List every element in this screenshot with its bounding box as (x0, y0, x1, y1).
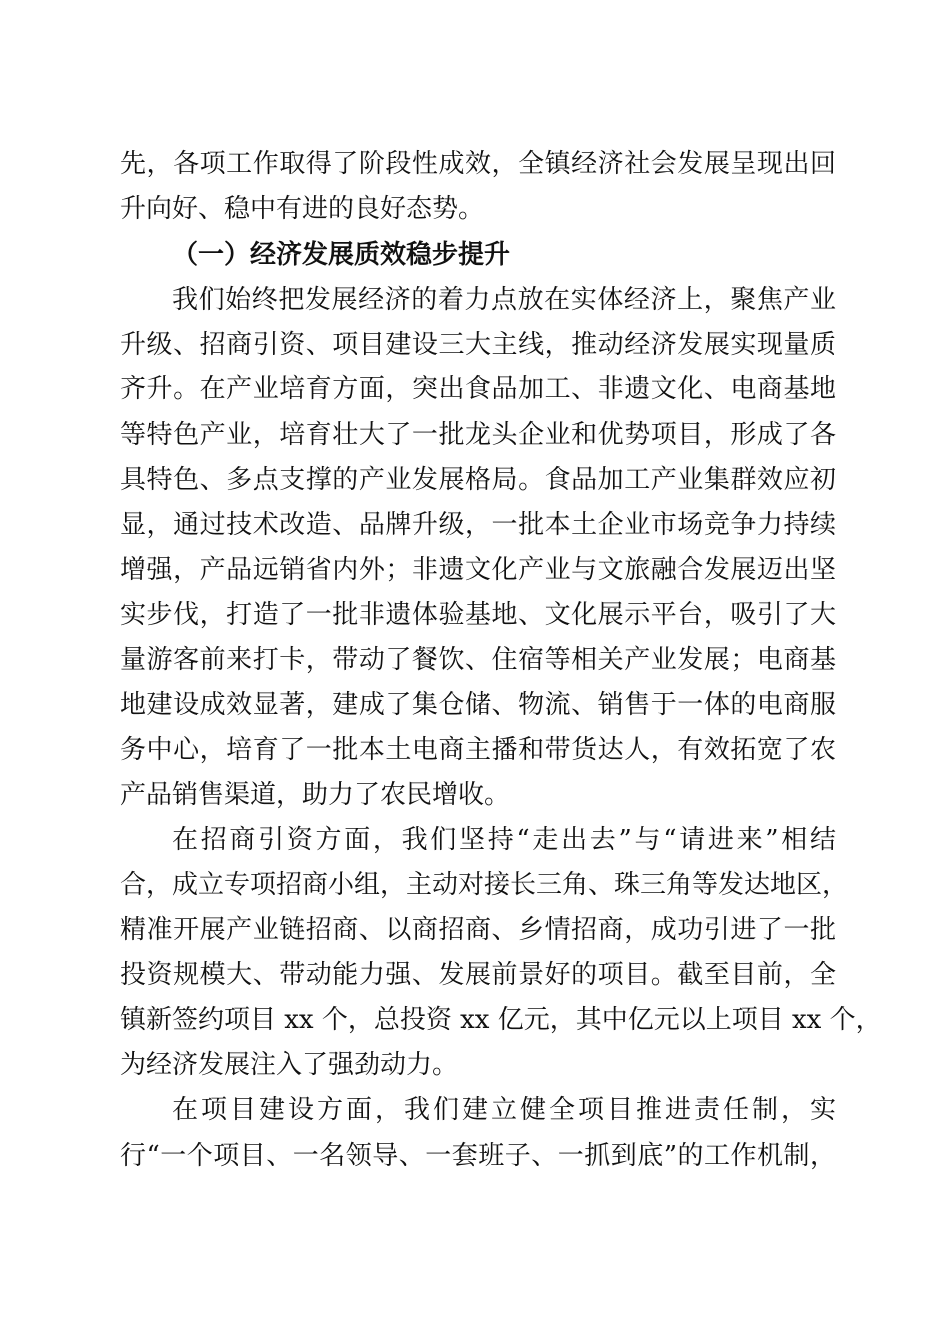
paragraph1-line-1: 我们始终把发展经济的着力点放在实体经济上，聚焦产业 (172, 285, 836, 315)
paragraph1-line-7: 增强，产品远销省内外；非遗文化产业与文旅融合发展迈出坚 (120, 555, 836, 585)
paragraph3-line-2: 行“一个项目、一名领导、一套班子、一抓到底”的工作机制， (120, 1141, 836, 1171)
paragraph2-line-5: 镇新签约项目 xx 个，总投资 xx 亿元，其中亿元以上项目 xx 个， (120, 1005, 882, 1035)
paragraph2-line-3: 精准开展产业链招商、以商招商、乡情招商，成功引进了一批 (120, 915, 836, 945)
paragraph2-line-4: 投资规模大、带动能力强、发展前景好的项目。截至目前，全 (120, 960, 836, 990)
paragraph2-line-1: 在招商引资方面，我们坚持“走出去”与“请进来”相结 (172, 825, 836, 855)
paragraph1-line-3: 齐升。在产业培育方面，突出食品加工、非遗文化、电商基地 (120, 374, 836, 404)
paragraph2-line-6: 为经济发展注入了强劲动力。 (120, 1050, 459, 1080)
intro-line-2: 升向好、稳中有进的良好态势。 (120, 194, 485, 224)
paragraph1-line-9: 量游客前来打卡，带动了餐饮、住宿等相关产业发展；电商基 (120, 645, 836, 675)
paragraph1-line-4: 等特色产业，培育壮大了一批龙头企业和优势项目，形成了各 (120, 420, 836, 450)
intro-line-1: 先，各项工作取得了阶段性成效，全镇经济社会发展呈现出回 (120, 149, 836, 179)
paragraph3-line-1: 在项目建设方面，我们建立健全项目推进责任制，实 (172, 1095, 836, 1125)
paragraph1-line-12: 产品销售渠道，助力了农民增收。 (120, 780, 511, 810)
paragraph1-line-8: 实步伐，打造了一批非遗体验基地、文化展示平台，吸引了大 (120, 600, 836, 630)
paragraph1-line-2: 升级、招商引资、项目建设三大主线，推动经济发展实现量质 (120, 330, 836, 360)
paragraph1-line-5: 具特色、多点支撑的产业发展格局。食品加工产业集群效应初 (120, 465, 836, 495)
paragraph1-line-11: 务中心，培育了一批本土电商主播和带货达人，有效拓宽了农 (120, 735, 836, 765)
paragraph1-line-6: 显，通过技术改造、品牌升级，一批本土企业市场竞争力持续 (120, 510, 836, 540)
paragraph1-line-10: 地建设成效显著，建成了集仓储、物流、销售于一体的电商服 (120, 690, 836, 720)
section-heading: （一）经济发展质效稳步提升 (172, 240, 511, 270)
paragraph2-line-2: 合，成立专项招商小组，主动对接长三角、珠三角等发达地区， (120, 870, 849, 900)
